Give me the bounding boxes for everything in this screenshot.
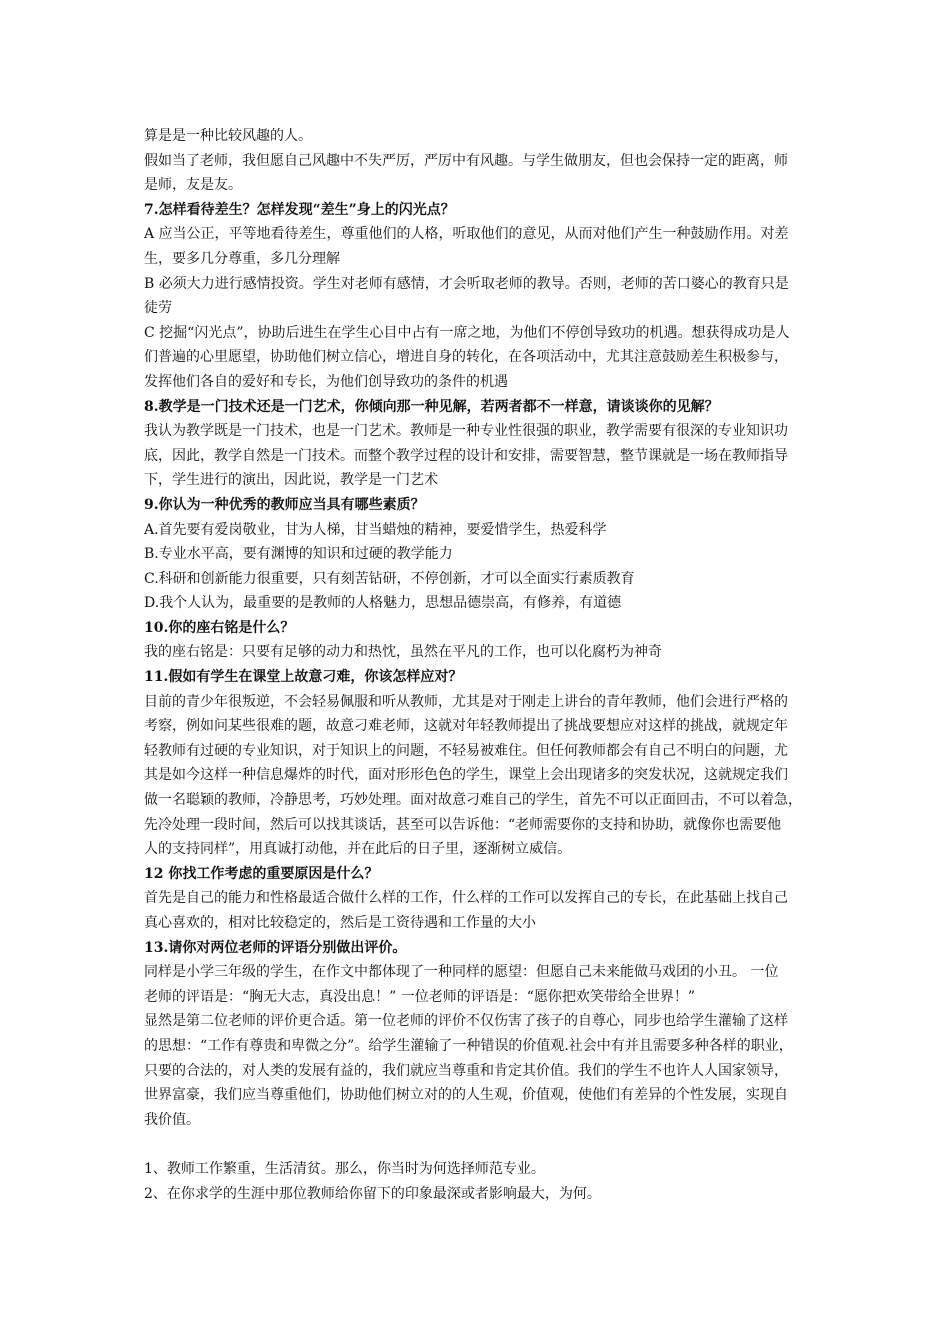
text-line: 我认为教学既是一门技术，也是一门艺术。教师是一种专业性很强的职业，教学需要有很深的专业知识功 [144,423,788,440]
text-line: 发挥他们各自的爱好和专长，为他们创导致功的条件的机遇 [144,373,508,390]
text-line: C.科研和创新能力很重要，只有刻苦钻研，不停创新，才可以全面实行素质教育 [144,570,635,587]
question-heading: 10.你的座右铭是什么？ [144,619,295,636]
text-line: 显然是第二位老师的评价更合适。第一位老师的评价不仅伤害了孩子的自尊心，同步也给学生灌输了这样 [144,1013,788,1030]
text-line: 做一名聪颖的教师，冷静思考，巧妙处理。面对故意刁难自己的学生，首先不可以正面回击，不可以着急， [144,792,802,809]
text-line: 真心喜欢的，相对比较稳定的，然后是工资待遇和工作量的大小 [144,915,536,931]
text-line: 其是如今这样一种信息爆炸的时代，面对形形色色的学生，课堂上会出现诸多的突发状况，这就规定我们 [144,767,788,784]
text-line: 老师的评语是：“胸无大志，真没出息！” 一位老师的评语是：“愿你把欢笑带给全世界！” [144,988,696,1005]
text-line: 2、在你求学的生涯中那位教师给你留下的印象最深或者影响最大，为何。 [144,1185,601,1202]
question-heading: 9.你认为一种优秀的教师应当具有哪些素质？ [144,496,425,513]
question-heading: 13.请你对两位老师的评语分别做出评价。 [144,939,407,956]
text-line: 1、教师工作繁重，生活清贫。那么，你当时为何选择师范专业。 [144,1160,545,1177]
text-line: 我的座右铭是：只要有足够的动力和热忱，虽然在平凡的工作，也可以化腐朽为神奇 [144,644,662,661]
text-line: 是师，友是友。 [144,177,242,194]
text-line: 我价值。 [144,1111,200,1128]
text-line: 同样是小学三年级的学生，在作文中都体现了一种同样的愿望：但愿自己未来能做马戏团的小丑。 一位 [144,964,779,981]
blank-line [144,1132,814,1157]
text-line: D.我个人认为，最重要的是教师的人格魅力，思想品德崇高，有修养，有道德 [144,595,622,612]
text-line: 底，因此，教学自然是一门技术。而整个教学过程的设计和安排，需要智慧，整节课就是一场在教师指导 [144,447,788,464]
text-line: B 必须大力进行感情投资。学生对老师有感情，才会听取老师的教导。否则，老师的苦口婆心的教育只是 [144,275,789,292]
text-line: 算是是一种比较风趣的人。 [144,128,312,144]
text-line: A.首先要有爱岗敬业，甘为人梯，甘当蜡烛的精神，要爱惜学生，热爱科学 [144,521,607,538]
document-page [144,124,814,1206]
text-line: 首先是自己的能力和性格最适合做什么样的工作，什么样的工作可以发挥自己的专长，在此基础上找自己 [144,890,788,907]
text-line: 假如当了老师，我但愿自己风趣中不失严厉，严厉中有风趣。与学生做朋友，但也会保持一定的距离，师 [144,152,788,169]
text-line: 的思想：“工作有尊贵和卑微之分”。给学生灌输了一种错误的价值观.社会中有并且需要多种各样的职业， [144,1037,793,1054]
text-line: 们普遍的心里愿望，协助他们树立信心，增进自身的转化，在各项活动中，尤其注意鼓励差生积极参与， [144,349,788,366]
question-heading: 11.假如有学生在课堂上故意刁难，你该怎样应对？ [144,669,463,686]
text-line: 只要的合法的，对人类的发展有益的，我们就应当尊重和肯定其价值。我们的学生不也许人人国家领导， [144,1062,788,1079]
text-line: 生，要多几分尊重，多几分理解 [144,250,340,267]
question-heading: 12 你找工作考虑的重要原因是什么？ [144,865,379,882]
text-line: 人的支持同样”，用真诚打动他，并在此后的日子里，逐渐树立威信。 [144,841,572,858]
text-line: 徒劳 [144,300,172,317]
text-line: 轻教师有过硬的专业知识，对于知识上的问题，不轻易被难住。但任何教师都会有自己不明白的问题，尤 [144,742,788,759]
text-line: B.专业水平高，要有渊博的知识和过硬的教学能力 [144,546,453,563]
text-line: 考察，例如问某些很难的题，故意刁难老师，这就对年轻教师提出了挑战要想应对这样的挑战，就规定年 [144,718,788,735]
text-line: A 应当公正，平等地看待差生，尊重他们的人格，听取他们的意见，从而对他们产生一种鼓励作用。对差 [144,226,789,243]
text-line: 世界富豪，我们应当尊重他们，协助他们树立对的的人生观，价值观，使他们有差异的个性发展，实现自 [144,1087,788,1104]
question-heading: 8.教学是一门技术还是一门艺术，你倾向那一种见解，若两者都不一样意，请谈谈你的见解？ [144,398,719,415]
text-line: 目前的青少年很叛逆，不会轻易佩服和听从教师，尤其是对于刚走上讲台的青年教师，他们会进行严格的 [144,693,788,710]
question-heading: 7.怎样看待差生？怎样发现“差生”身上的闪光点？ [144,201,455,218]
text-line: C 挖掘“闪光点”，协助后进生在学生心目中占有一席之地，为他们不停创导致功的机遇。想获得成功是人 [144,324,790,341]
text-line: 下，学生进行的演出，因此说，教学是一门艺术 [144,472,438,489]
text-line: 先冷处理一段时间，然后可以找其谈话，甚至可以告诉他：“老师需要你的支持和协助，就像你也需要他 [144,816,782,833]
